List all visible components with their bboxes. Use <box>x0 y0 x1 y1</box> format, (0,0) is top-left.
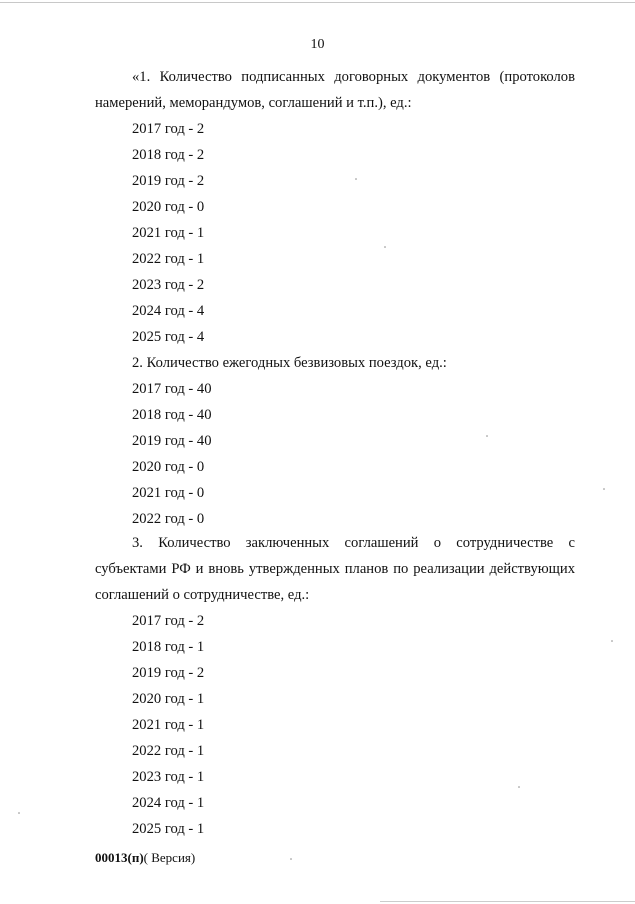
scan-speck <box>518 786 520 788</box>
section-3-item: 2018 год - 1 <box>132 639 205 655</box>
top-scan-edge <box>0 2 635 3</box>
document-footer <box>95 848 195 868</box>
section-3-item: 2017 год - 2 <box>132 613 205 629</box>
section-3-item: 2019 год - 2 <box>132 665 205 681</box>
scan-speck <box>603 488 605 490</box>
section-2-item: 2018 год - 40 <box>132 407 212 423</box>
footer-label: ( Версия) <box>143 850 196 865</box>
scan-speck <box>355 178 357 180</box>
section-1-heading: «1. Количество подписанных договорных документов (протоколов намерений, меморандумов, соглашений и т.п.), ед.: <box>95 69 575 111</box>
section-3-item: 2020 год - 1 <box>132 691 205 707</box>
section-1-item: 2018 год - 2 <box>132 147 205 163</box>
scan-speck <box>290 858 292 860</box>
scan-speck <box>486 435 488 437</box>
section-1-item: 2019 год - 2 <box>132 173 205 189</box>
footer-code: 00013(п) <box>95 850 144 865</box>
section-2-item: 2019 год - 40 <box>132 433 212 449</box>
section-3-item: 2024 год - 1 <box>132 795 205 811</box>
section-2-item: 2020 год - 0 <box>132 459 205 475</box>
section-3-item: 2022 год - 1 <box>132 743 205 759</box>
section-3-item: 2025 год - 1 <box>132 821 205 837</box>
section-1-item: 2017 год - 2 <box>132 121 205 137</box>
section-2-item: 2021 год - 0 <box>132 485 205 501</box>
section-3-item: 2023 год - 1 <box>132 769 205 785</box>
page-number: 10 <box>310 37 325 52</box>
bottom-scan-edge <box>380 901 635 902</box>
scan-speck <box>18 812 20 814</box>
section-3-heading: 3. Количество заключенных соглашений о сотрудничестве с субъектами РФ и вновь утвержденных планов по реализации действующих соглашений о сотрудничестве, ед.: <box>95 535 575 603</box>
section-1-item: 2022 год - 1 <box>132 251 205 267</box>
section-3-item: 2021 год - 1 <box>132 717 205 733</box>
section-1-item: 2021 год - 1 <box>132 225 205 241</box>
scan-speck <box>384 246 386 248</box>
section-2-heading: 2. Количество ежегодных безвизовых поездок, ед.: <box>132 355 447 371</box>
section-2-item: 2022 год - 0 <box>132 511 205 527</box>
section-2-item: 2017 год - 40 <box>132 381 212 397</box>
section-1-item: 2025 год - 4 <box>132 329 205 345</box>
section-1-item: 2020 год - 0 <box>132 199 205 215</box>
section-1-item: 2023 год - 2 <box>132 277 205 293</box>
scan-speck <box>611 640 613 642</box>
section-1-item: 2024 год - 4 <box>132 303 205 319</box>
